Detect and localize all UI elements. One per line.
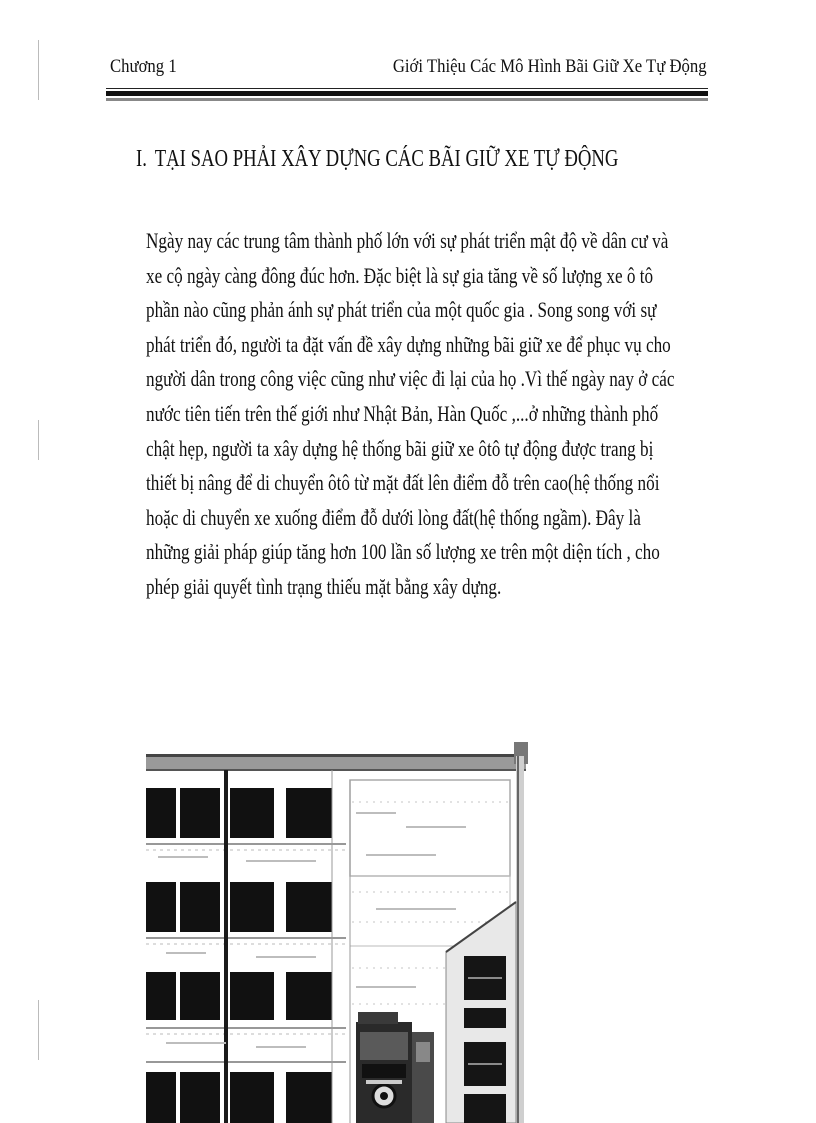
section-heading — [136, 146, 635, 173]
paragraph-line: phép giải quyết tình trạng thiếu mặt bằng xây dựng. — [146, 573, 502, 599]
parking-building-illustration — [146, 742, 534, 1123]
chapter-label: Chương 1 — [110, 56, 177, 77]
paragraph-line: những giải pháp giúp tăng hơn 100 lần số lượng xe trên một diện tích , cho — [146, 539, 660, 565]
section-number: I. — [136, 146, 147, 172]
header-rule-shadow — [106, 98, 708, 101]
scan-margin-mark — [38, 420, 39, 460]
body-paragraph — [146, 224, 708, 605]
paragraph-line: người dân trong công việc cũng như việc đi lại của họ .Vì thế ngày nay ở các — [146, 366, 675, 392]
paragraph-line: thiết bị nâng để di chuyển ôtô từ mặt đất lên điểm đỗ trên cao(hệ thống nổi — [146, 470, 660, 496]
paragraph-line: nước tiên tiến trên thế giới như Nhật Bản, Hàn Quốc ,...ở những thành phố — [146, 400, 659, 426]
scan-margin-mark — [38, 40, 39, 100]
scan-margin-mark — [38, 1000, 39, 1060]
paragraph-line: xe cộ ngày càng đông đúc hơn. Đặc biệt là sự gia tăng về số lượng xe ô tô — [146, 262, 654, 288]
paragraph-line: phát triển đó, người ta đặt vấn đề xây dựng những bãi giữ xe để phục vụ cho — [146, 331, 671, 357]
paragraph-line: Ngày nay các trung tâm thành phố lớn với sự phát triển mật độ về dân cư và — [146, 228, 669, 253]
page-header — [110, 52, 707, 84]
parking-building-figure — [146, 742, 534, 1123]
header-rule-thin — [106, 88, 708, 89]
section-title: TẠI SAO PHẢI XÂY DỰNG CÁC BÃI GIỮ XE TỰ ĐỘNG — [154, 146, 619, 172]
chapter-title: Giới Thiệu Các Mô Hình Bãi Giữ Xe Tự Động — [392, 56, 707, 77]
paragraph-line: hoặc di chuyển xe xuống điểm đỗ dưới lòng đất(hệ thống ngầm). Đây là — [146, 504, 641, 530]
paragraph-line: phần nào cũng phản ánh sự phát triển của một quốc gia . Song song với sự — [146, 297, 657, 323]
header-rule-thick — [106, 91, 708, 96]
paragraph-line: chật hẹp, người ta xây dựng hệ thống bãi giữ xe ôtô tự động được trang bị — [146, 435, 654, 461]
car-on-lift — [356, 1012, 434, 1123]
